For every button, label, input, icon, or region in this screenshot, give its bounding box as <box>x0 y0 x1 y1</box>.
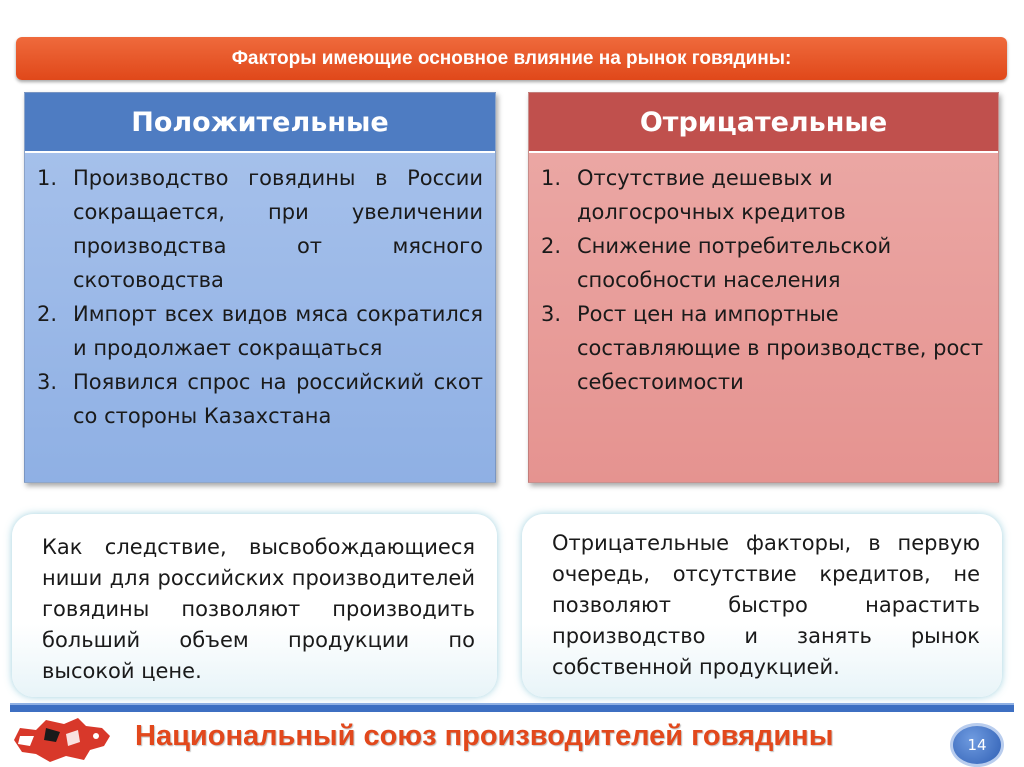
bull-logo-icon <box>6 706 126 767</box>
list-item-text: Рост цен на импортные составляющие в производстве, рост себестоимости <box>577 302 984 394</box>
negative-factors-heading: Отрицательные <box>529 93 998 153</box>
positive-factors-panel <box>24 92 496 483</box>
list-item <box>541 229 986 297</box>
list-item-text: Производство говядины в России сокращается, при увеличении производства от мясного скотоводства <box>73 166 483 292</box>
list-item <box>37 297 483 365</box>
list-item-text: Отсутствие дешевых и долгосрочных кредитов <box>577 166 846 224</box>
positive-factors-list <box>25 153 495 433</box>
negative-factors-list <box>529 153 998 399</box>
slide-title: Факторы имеющие основное влияние на рынок говядины: <box>16 37 1007 80</box>
list-item <box>541 297 986 399</box>
list-item-number: 2. <box>541 234 562 258</box>
list-item <box>541 161 986 229</box>
list-item <box>37 365 483 433</box>
conclusion-positive: Как следствие, высвобождающиеся ниши для российских производителей говядины позволяют производить больший объем продукции по высокой цене. <box>12 514 497 697</box>
page-number-badge: 14 <box>950 723 1004 767</box>
list-item-number: 1. <box>37 166 58 190</box>
footer-divider <box>10 703 1014 712</box>
list-item-number: 3. <box>541 302 562 326</box>
list-item-number: 3. <box>37 370 58 394</box>
list-item <box>37 161 483 297</box>
list-item-text: Импорт всех видов мяса сократился и продолжает сокращаться <box>73 302 483 360</box>
list-item-number: 2. <box>37 302 58 326</box>
list-item-number: 1. <box>541 166 562 190</box>
positive-factors-heading: Положительные <box>25 93 495 153</box>
list-item-text: Появился спрос на российский скот со стороны Казахстана <box>73 370 483 428</box>
conclusion-negative: Отрицательные факторы, в первую очередь, отсутствие кредитов, не позволяют быстро нарастить производство и занять рынок собственной продукцией. <box>522 514 1002 697</box>
list-item-text: Снижение потребительской способности населения <box>577 234 892 292</box>
organization-name: Национальный союз производителей говядины <box>135 720 834 752</box>
negative-factors-panel <box>528 92 999 483</box>
